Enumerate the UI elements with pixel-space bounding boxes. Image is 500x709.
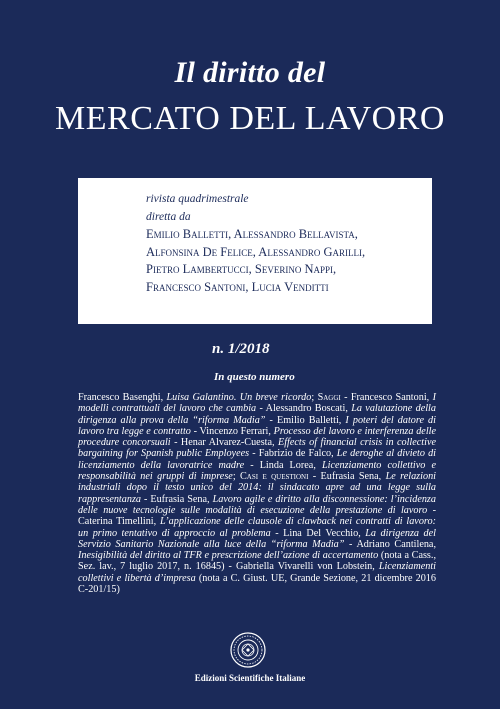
directors-line-3 — [146, 261, 428, 279]
section-label: Saggi — [317, 392, 341, 403]
separator: ; — [232, 471, 241, 483]
section-label: Casi e questioni — [240, 471, 309, 483]
article-title: Luisa Galantino. Un breve ricordo — [166, 392, 312, 403]
issue-number: n. 1/2018 — [212, 341, 270, 357]
table-of-contents — [78, 392, 436, 595]
author: - Francesco Santoni, — [340, 392, 433, 403]
citation: (nota a C. Giust. UE, Grande Sezione, 21 dicembre 2016 C-201/15) — [78, 572, 436, 596]
directed-by-label: diretta da — [146, 211, 191, 223]
article-title: Lavoro agile e diritto alla disconnessione: l’incidenza delle nuove tecnologie sulle modalità di esecuzione della prestazione di lavoro — [78, 493, 436, 516]
author: - Fabrizio de Falco, — [249, 448, 337, 460]
author: - Caterina Timellini, — [78, 504, 436, 528]
masthead-box — [78, 178, 432, 324]
citation: (nota a Cass., Sez. lav., 7 luglio 2017, n. 16845) - Gabriella Vivarelli von Lobstein, — [78, 550, 436, 573]
directors-text: Pietro Lambertucci, Severino Nappi, — [146, 262, 337, 276]
directors-text: Emilio Balletti, Alessandro Bellavista, — [146, 227, 358, 241]
publisher-seal-icon — [230, 632, 266, 668]
journal-title-line2: MERCATO DEL LAVORO — [55, 100, 445, 137]
journal-subtitle: rivista quadrimestrale — [146, 193, 249, 205]
article-title: Inesigibilità del diritto al TFR e prescrizione dell’azione di accertamento — [78, 550, 379, 562]
in-this-issue-heading: In questo numero — [214, 371, 295, 383]
author: - Eufrasia Sena, — [141, 493, 213, 505]
author: - Emilio Balletti, — [265, 414, 346, 426]
article-title: Licenziamento collettivo e responsabilità nei gruppi di imprese — [78, 459, 436, 483]
author: - Alessandro Boscati, — [256, 403, 352, 415]
article-title: La dirigenza del Servizio Sanitario Nazionale alla luce della “riforma Madia” — [78, 527, 436, 550]
article-title: Licenziamenti collettivi e libertà d’impresa — [78, 561, 436, 584]
separator: ; — [311, 392, 318, 403]
article-title: Le deroghe al divieto di licenziamento della lavoratrice madre — [78, 448, 437, 471]
author: - Linda Lorea, — [244, 459, 322, 471]
journal-title-line1: Il diritto del — [174, 56, 326, 89]
article-title: Effects of financial crisis in collective bargaining for Spanish public Employees — [78, 437, 437, 460]
author: - Eufrasia Sena, — [308, 471, 386, 483]
author: - Vincenzo Ferrari, — [190, 425, 274, 437]
article-title: La valutazione della dirigenza alla prova della “riforma Madia” — [78, 403, 436, 426]
author: - Henar Alvarez-Cuesta, — [170, 437, 278, 449]
article-title: I modelli contrattuali del lavoro che cambia — [78, 392, 436, 415]
masthead-content — [146, 190, 428, 296]
author: - Adriano Cantilena, — [344, 538, 436, 550]
article-title: Processo del lavoro e interferenza delle procedure concorsuali — [78, 425, 436, 449]
directors-text: Alfonsina De Felice, Alessandro Garilli, — [146, 244, 366, 259]
article-title: L’applicazione delle clausole di clawback nei contratti di lavoro: un primo tentativo di approccio al problema — [78, 516, 436, 539]
author: Francesco Basenghi, — [78, 392, 167, 403]
article-title: Le relazioni industriali dopo il testo unico del 2014: il sindacato apre ad una legge sulla rappresentanza — [78, 471, 436, 505]
directors-line-4 — [146, 279, 428, 297]
article-title: I poteri del datore di lavoro tra legge e contratto — [78, 414, 436, 437]
publisher-name: Edizioni Scientifiche Italiane — [194, 673, 306, 683]
directors-line-1 — [146, 226, 428, 244]
author: - Lina Del Vecchio, — [270, 527, 366, 539]
directors-text: Francesco Santoni, Lucia Venditti — [146, 279, 329, 294]
directors-line-2 — [146, 244, 428, 262]
